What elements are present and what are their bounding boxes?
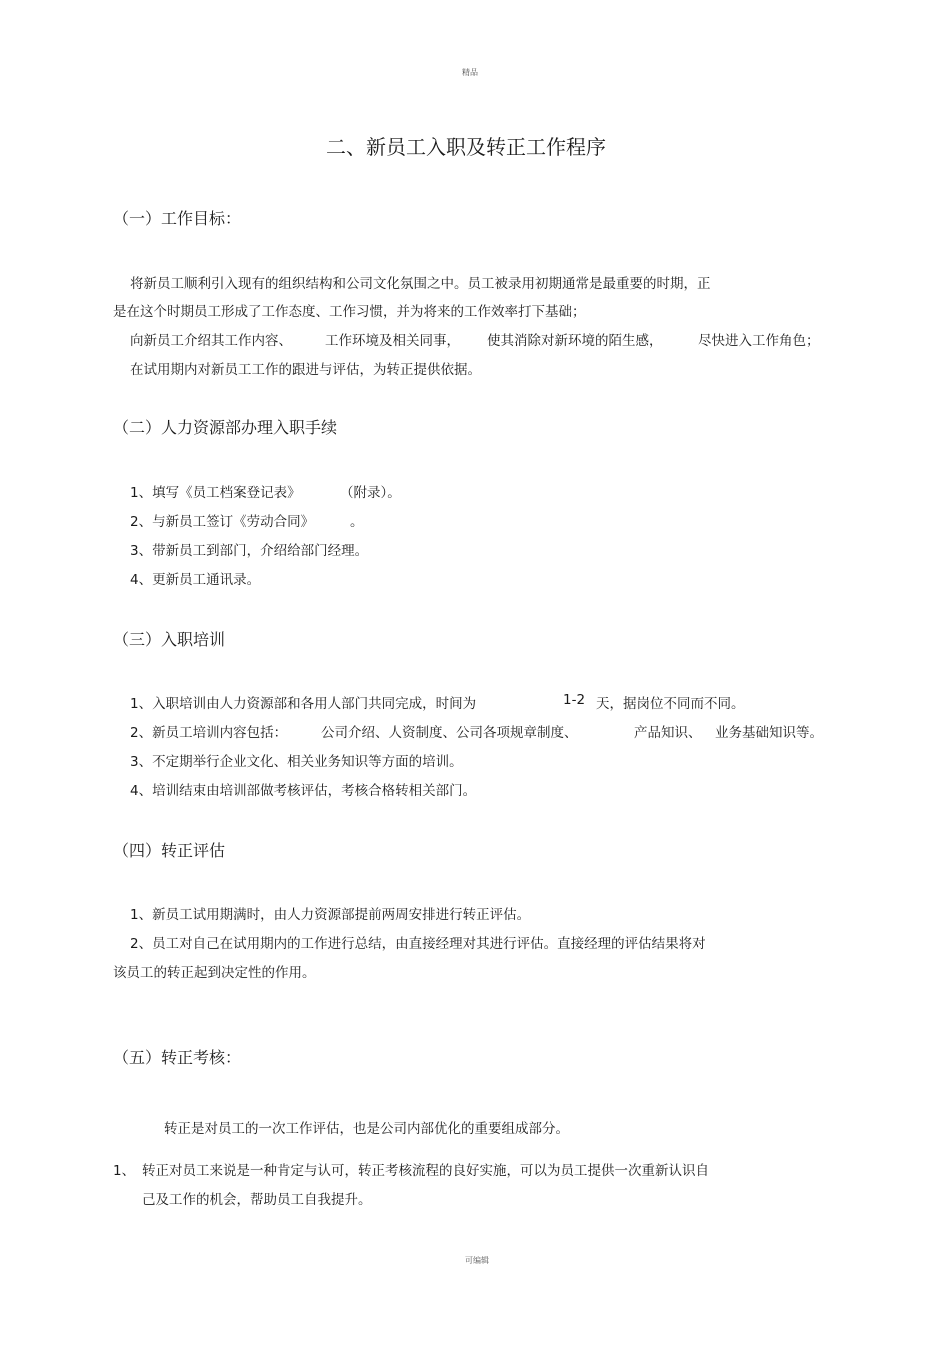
paragraph-line: 是在这个时期员工形成了工作态度、工作习惯，并为将来的工作效率打下基础；	[113, 304, 586, 320]
list-item: 1、新员工试用期满时，由人力资源部提前两周安排进行转正评估。	[130, 907, 531, 923]
section-heading-evaluation: （四）转正评估	[113, 841, 226, 860]
list-item-fragment: 业务基础知识等。	[715, 725, 823, 741]
list-item-continuation: 己及工作的机会，帮助员工自我提升。	[142, 1192, 372, 1208]
list-item: 3、带新员工到部门，介绍给部门经理。	[130, 543, 369, 559]
section-heading-training: （三）入职培训	[113, 630, 226, 649]
list-item: 2、与新员工签订《劳动合同》	[130, 514, 315, 530]
list-item: 2、员工对自己在试用期内的工作进行总结，由直接经理对其进行评估。直接经理的评估结果将对	[130, 936, 706, 952]
list-item-fragment: （附录）。	[340, 485, 401, 501]
list-item-fragment: 公司介绍、人资制度、公司各项规章制度、	[321, 725, 578, 741]
list-number: 1、	[113, 1163, 136, 1179]
list-item: 1、入职培训由人力资源部和各用人部门共同完成，时间为	[130, 696, 477, 712]
paragraph-fragment: 工作环境及相关同事，	[325, 333, 460, 349]
paragraph-fragment: 使其消除对新环境的陌生感，	[487, 333, 663, 349]
list-item: 2、新员工培训内容包括：	[130, 725, 288, 741]
list-item-fragment: 1-2	[563, 692, 586, 708]
footer-watermark: 可编辑	[465, 1256, 489, 1265]
list-item: 3、不定期举行企业文化、相关业务知识等方面的培训。	[130, 754, 463, 770]
list-item: 转正对员工来说是一种肯定与认可，转正考核流程的良好实施，可以为员工提供一次重新认识自	[142, 1163, 709, 1179]
paragraph-line: 将新员工顺利引入现有的组织结构和公司文化氛围之中。员工被录用初期通常是最重要的时期，正	[130, 276, 711, 292]
list-item-fragment: 产品知识、	[634, 725, 702, 741]
list-item: 4、培训结束由培训部做考核评估，考核合格转相关部门。	[130, 783, 477, 799]
page-title: 二、新员工入职及转正工作程序	[326, 135, 606, 159]
paragraph-fragment: 向新员工介绍其工作内容、	[130, 333, 292, 349]
list-item-fragment: 天，据岗位不同而不同。	[596, 696, 745, 712]
paragraph-line: 在试用期内对新员工工作的跟进与评估，为转正提供依据。	[130, 362, 481, 378]
paragraph-line: 转正是对员工的一次工作评估，也是公司内部优化的重要组成部分。	[164, 1121, 569, 1137]
paragraph-fragment: 尽快进入工作角色；	[698, 333, 820, 349]
list-item: 4、更新员工通讯录。	[130, 572, 261, 588]
list-item-fragment: 。	[350, 514, 364, 530]
section-heading-onboarding: （二）人力资源部办理入职手续	[113, 418, 338, 437]
section-heading-assessment: （五）转正考核：	[113, 1048, 242, 1067]
list-item-continuation: 该员工的转正起到决定性的作用。	[113, 965, 316, 981]
header-watermark: 精品	[462, 68, 478, 77]
section-heading-goals: （一）工作目标：	[113, 209, 242, 228]
list-item: 1、填写《员工档案登记表》	[130, 485, 301, 501]
